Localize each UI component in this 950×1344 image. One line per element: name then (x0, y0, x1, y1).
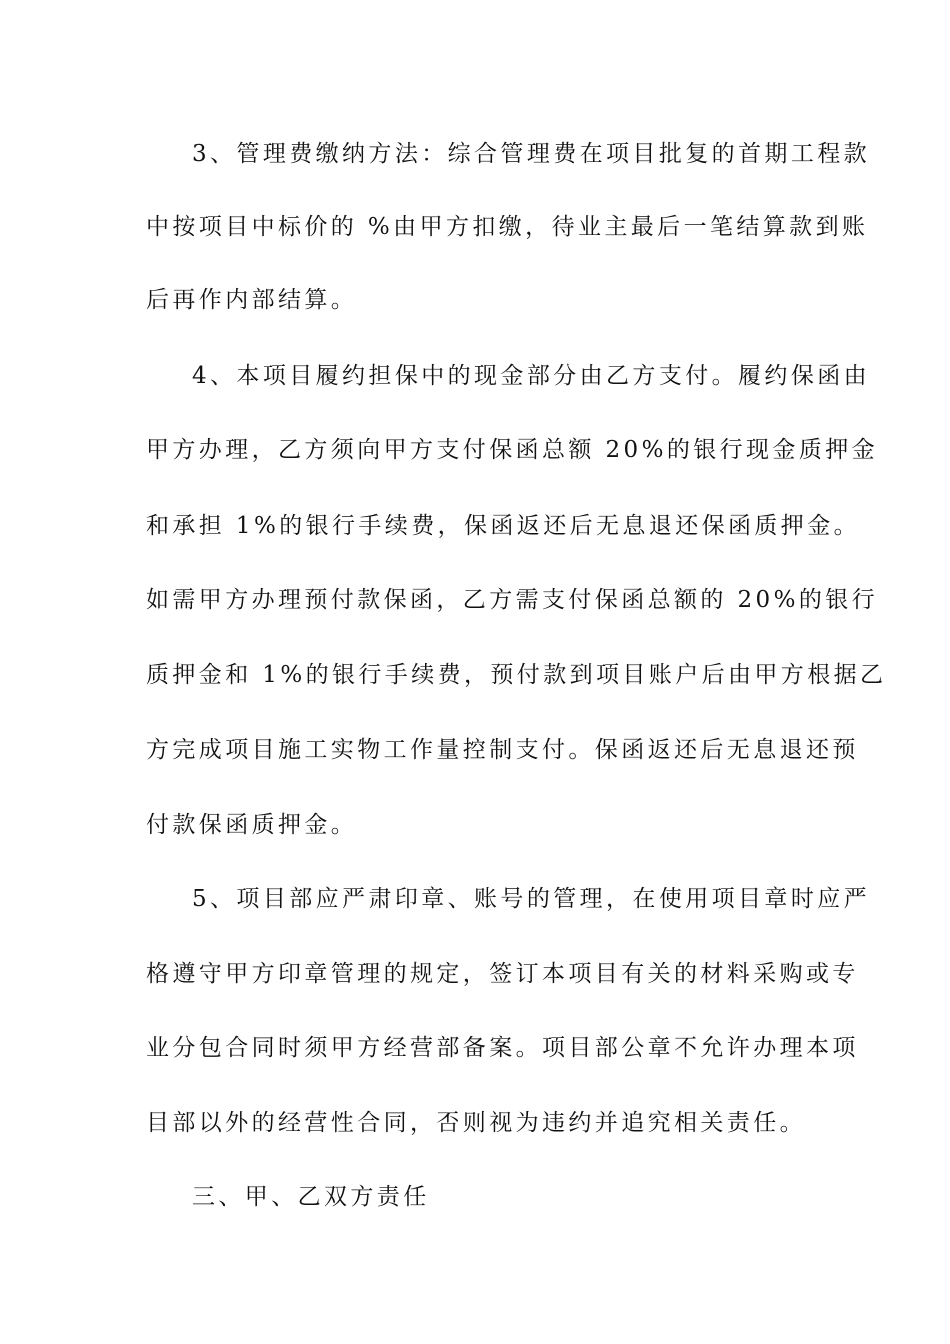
paragraph-4-line-5: 质押金和 1%的银行手续费，预付款到项目账户后由甲方根据乙 (146, 662, 887, 688)
paragraph-4-line-1: 4、本项目履约担保中的现金部分由乙方支付。履约保函由 (192, 363, 871, 389)
paragraph-4-line-3: 和承担 1%的银行手续费，保函返还后无息退还保函质押金。 (146, 513, 860, 539)
paragraph-5-line-1: 5、项目部应严肃印章、账号的管理，在使用项目章时应严 (192, 886, 871, 912)
paragraph-4-line-6: 方完成项目施工实物工作量控制支付。保函返还后无息退还预 (146, 737, 859, 763)
paragraph-4-line-7: 付款保函质押金。 (146, 812, 358, 838)
paragraph-5-line-4: 目部以外的经营性合同，否则视为违约并追究相关责任。 (146, 1110, 806, 1136)
paragraph-4-line-4: 如需甲方办理预付款保函，乙方需支付保函总额的 20%的银行 (146, 587, 879, 613)
paragraph-5-line-3: 业分包合同时须甲方经营部备案。项目部公章不允许办理本项 (146, 1035, 859, 1061)
paragraph-5-line-2: 格遵守甲方印章管理的规定，签订本项目有关的材料采购或专 (146, 961, 859, 987)
paragraph-3-line-1: 3、管理费缴纳方法：综合管理费在项目批复的首期工程款 (192, 141, 871, 167)
paragraph-4-line-2: 甲方办理，乙方须向甲方支付保函总额 20%的银行现金质押金 (146, 437, 879, 463)
paragraph-3-line-3: 后再作内部结算。 (146, 287, 358, 313)
section-heading: 三、甲、乙双方责任 (192, 1184, 430, 1210)
paragraph-3-line-2: 中按项目中标价的 %由甲方扣缴，待业主最后一笔结算款到账 (146, 214, 869, 240)
